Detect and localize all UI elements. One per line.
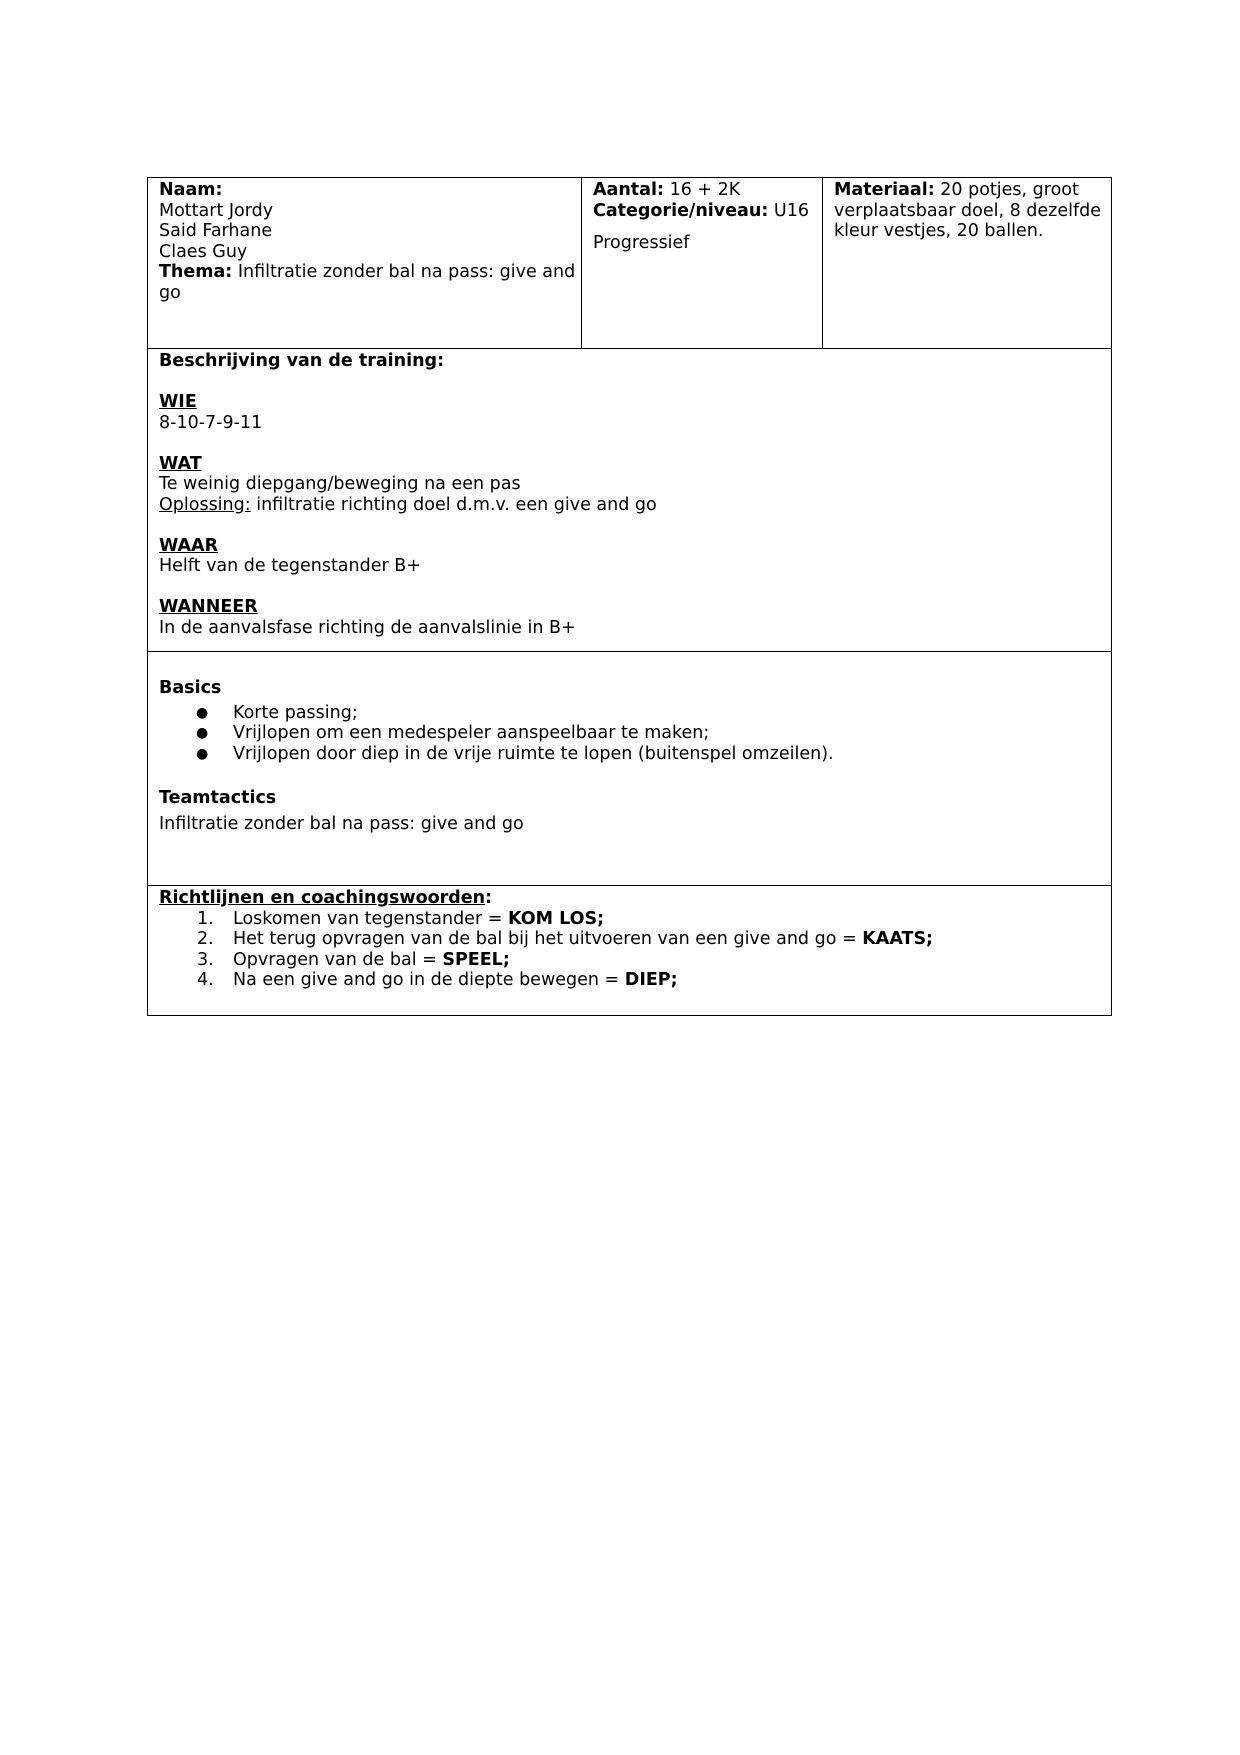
thema-label: Thema:: [159, 262, 233, 282]
teamtactics-title: Teamtactics: [159, 788, 277, 808]
waar-label: WAAR: [159, 535, 219, 556]
beschrijving-row: [148, 349, 1112, 652]
categorie-label: Categorie/niveau:: [593, 200, 769, 221]
oplossing-label: Oplossing:: [159, 494, 251, 515]
materiaal-cell: [823, 178, 1112, 349]
waar-value: Helft van de tegenstander B+: [159, 556, 421, 576]
list-item: ● Vrijlopen om een medespeler aanspeelbaar te maken;: [196, 723, 710, 743]
naam-label: Naam:: [159, 180, 223, 200]
bullet-icon: ●: [196, 704, 209, 721]
training-plan-table: [147, 177, 1112, 1016]
materiaal-line: [834, 180, 1100, 201]
progressief-text: Progressief: [593, 233, 690, 253]
richtlijnen-list: [159, 909, 1100, 991]
richtlijnen-row: [148, 886, 1112, 1016]
materiaal-line-3: kleur vestjes, 20 ballen.: [834, 221, 1044, 241]
beschrijving-cell: [148, 349, 1112, 652]
bullet-icon: ●: [196, 725, 209, 741]
wie-label: WIE: [159, 392, 197, 412]
teamtactics-value: Infiltratie zonder bal na pass: give and go: [159, 813, 524, 834]
naam-cell: [148, 178, 582, 349]
beschrijving-title: Beschrijving van de training:: [159, 351, 445, 371]
materiaal-line-2: verplaatsbaar doel, 8 dezelfde: [834, 200, 1102, 221]
aantal-label: Aantal:: [593, 180, 664, 200]
wie-value: 8-10-7-9-11: [159, 412, 263, 433]
list-item: 1. Loskomen van tegenstander = KOM LOS;: [197, 908, 605, 929]
richtlijnen-title-line: Richtlijnen en coachingswoorden:: [159, 888, 493, 908]
richtlijnen-cell: [148, 886, 1112, 1016]
name-3: Claes Guy: [159, 241, 248, 262]
categorie-value: U16: [773, 200, 809, 221]
categorie-line: [593, 201, 811, 222]
coaching-keyword: KOM LOS;: [507, 908, 605, 929]
name-2: Said Farhane: [159, 221, 273, 241]
list-item: 4. Na een give and go in de diepte bewegen = DIEP;: [197, 970, 678, 990]
thema-line: [159, 262, 576, 283]
aantal-cell: [582, 178, 823, 349]
oplossing-line: [159, 495, 1100, 516]
materiaal-value: 20 potjes, groot: [940, 180, 1079, 200]
oplossing-value: infiltratie richting doel d.m.v. een give and go: [250, 494, 657, 515]
name-1: Mottart Jordy: [159, 200, 274, 221]
wanneer-value: In de aanvalsfase richting de aanvalslinie in B+: [159, 617, 576, 638]
list-item: ● Korte passing;: [196, 702, 358, 723]
list-item: ● Vrijlopen door diep in de vrije ruimte te lopen (buitenspel omzeilen).: [196, 743, 834, 764]
list-item: 3. Opvragen van de bal = SPEEL;: [197, 949, 510, 970]
wat-label: WAT: [159, 453, 202, 474]
richtlijnen-title: Richtlijnen en coachingswoorden: [159, 888, 486, 908]
aantal-value: 16 + 2K: [669, 180, 741, 200]
thema-value-cont: go: [159, 282, 181, 303]
bullet-icon: ●: [196, 745, 209, 762]
header-row: [148, 178, 1112, 349]
coaching-keyword: SPEEL;: [442, 949, 510, 970]
coaching-keyword: DIEP;: [624, 970, 678, 990]
aantal-line: [593, 180, 811, 201]
thema-value: Infiltratie zonder bal na pass: give and: [237, 262, 576, 282]
wanneer-label: WANNEER: [159, 597, 258, 617]
basics-cell: [148, 652, 1112, 886]
basics-list: [159, 703, 1100, 765]
coaching-keyword: KAATS;: [862, 929, 934, 949]
wat-value: Te weinig diepgang/beweging na een pas: [159, 474, 521, 494]
basics-title: Basics: [159, 678, 222, 698]
list-item: 2. Het terug opvragen van de bal bij het uitvoeren van een give and go = KAATS;: [197, 929, 934, 949]
basics-row: [148, 652, 1112, 886]
materiaal-label: Materiaal:: [834, 180, 935, 200]
